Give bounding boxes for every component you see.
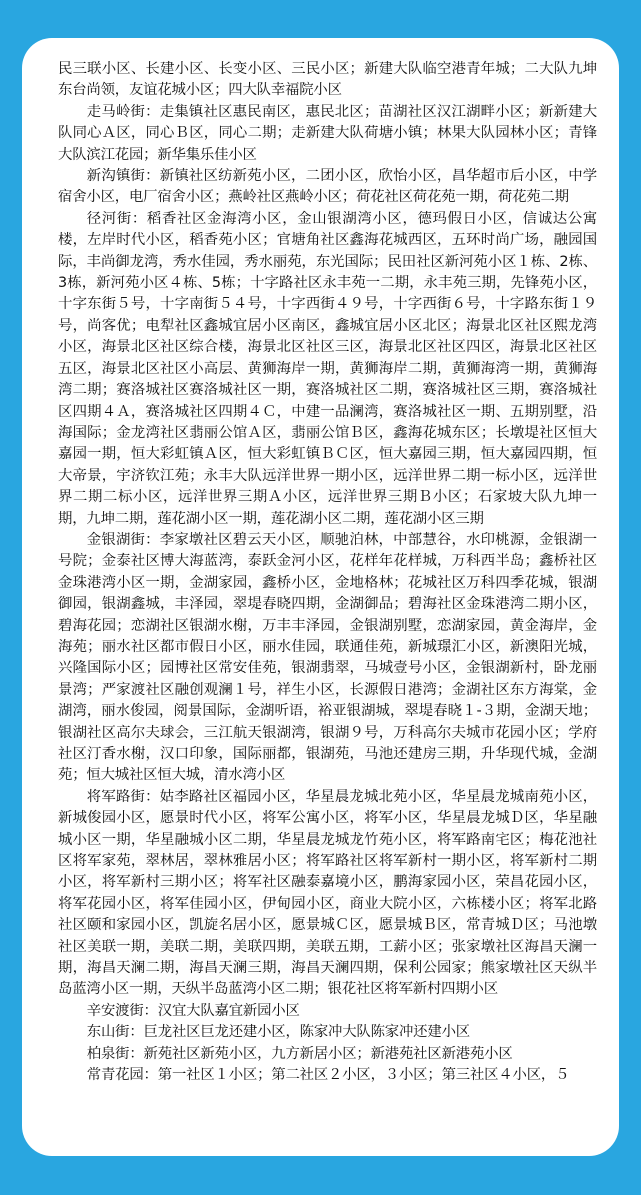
paragraph-jinghe-street: 径河街：稻香社区金海湾小区，金山银湖湾小区，德玛假日小区，信诚达公寓楼，左岸时代小区，稻香苑小区；官塘角社区鑫海花城西区，五环时尚广场，融园国际，丰尚御龙湾，秀水佳园，秀水丽苑，东光国际；民田社区新河苑小区１栋、2栋、3栋，新河苑小区４栋、5栋；十字路社区永丰苑一二期，永丰苑三期，先锋苑小区，十字东街５号，十字南街５４号，十字西街４９号，十字西街６号，十字路东街１９号，尚客优；电犁社区鑫城宜居小区南区，鑫城宜居小区北区；海景北区社区熙龙湾小区，海景北区社区综合楼，海景北区社区三区，海景北区社区四区，海景北区社区五区，海景北区社区小高层、黄狮海岸一期，黄狮海岸二期，黄狮海湾一期，黄狮海湾二期；赛洛城社区赛洛城社区一期，赛洛城社区二期，赛洛城社区三期，赛洛城社区四期４Ａ，赛洛城社区四期４Ｃ，中建一品澜湾，赛洛城社区一期、五期别墅，沿海国际；金龙湾社区翡丽公馆Ａ区，翡丽公馆Ｂ区，鑫海花城东区；长墩堤社区恒大嘉园一期，恒大彩虹镇Ａ区，恒大彩虹镇ＢＣ区，恒大嘉园三期，恒大嘉园四期，恒大帝景，宇济钦江苑；永丰大队远洋世界一期小区，远洋世界二期一标小区，远洋世界二期二标小区，远洋世界三期Ａ小区，远洋世界三期Ｂ小区；石家坡大队九坤一期，九坤二期，莲花湖小区一期，莲花湖小区二期，莲花湖小区三期 xyxy=(58,210,597,527)
paragraph-xingou-town-street: 新沟镇街：新镇社区纺新苑小区，二团小区，欣怡小区，昌华超市后小区，中学宿舍小区，电厂宿舍小区；燕岭社区燕岭小区；荷花社区荷花苑一期，荷花苑二期 xyxy=(58,168,597,206)
content-card xyxy=(22,38,619,1156)
paragraph-jinyinhu-street: 金银湖街：李家墩社区碧云天小区，顺驰泊林，中部慧谷，水印桃源，金银湖一号院；金泰社区博大海蓝湾，泰跃金河小区，花样年花样城，万科西半岛；鑫桥社区金珠港湾小区一期，金湖家园，鑫桥小区，金地格林；花城社区万科四季花城，银湖御园，银湖鑫城，丰泽园，翠堤春晓四期，金湖御品；碧海社区金珠港湾二期小区，碧海花园；恋湖社区银湖水榭，万丰丰泽园，金银湖别墅，恋湖家园，黄金海岸，金海苑；丽水社区都市假日小区，丽水佳园，联通佳苑，新城璟汇小区，新澳阳光城，兴隆国际小区；园博社区常安佳苑，银湖翡翠，马城壹号小区，金银湖新村，卧龙丽景湾；严家渡社区融创观澜１号，祥生小区，长源假日港湾；金湖社区东方海棠，金湖湾，丽水俊园，阅景国际，金湖听语，裕亚银湖城，翠堤春晓１-３期，金湖天地；银湖社区高尔夫球会，三江航天银湖湾，银湖９号，万科高尔夫城市花园小区；学府社区汀香水榭，汉口印象，国际丽都，银湖苑，马池还建房三期，升华现代城，金湖苑；恒大城社区恒大城，清水湾小区 xyxy=(58,531,597,784)
paragraph-continuation: 民三联小区、长建小区、长变小区、三民小区；新建大队临空港青年城；二大队九坤东台尚领，友谊花城小区；四大队幸福院小区 xyxy=(58,61,597,99)
paragraph-xinandu-street: 辛安渡街：汉宜大队嘉宜新园小区 xyxy=(86,1002,300,1019)
paragraph-jiangjunlu-street: 将军路街：姑李路社区福园小区，华星晨龙城北苑小区，华星晨龙城南苑小区，新城俊园小区，愿景时代小区，将军公寓小区，将军小区，华星晨龙城Ｄ区，华星融城小区一期，华星融城小区二期，华星晨龙城龙竹苑小区，将军路南宅区；梅花池社区将军家苑，翠林居，翠林雅居小区；将军路社区将军新村一期小区，将军新村二期小区，将军新村三期小区；将军社区融泰嘉境小区，鹏海家园小区，荣昌花园小区，将军花园小区，将军佳园小区，伊甸园小区，商业大院小区，六栋楼小区；将军北路社区颐和家园小区，凯旋名居小区，愿景城Ｃ区，愿景城Ｂ区，常青城Ｄ区；马池墩社区美联一期，美联二期，美联四期，美联五期，工薪小区；张家墩社区海昌天澜一期，海昌天澜二期，海昌天澜三期，海昌天澜四期，保利公园家；熊家墩社区天纵半岛蓝湾小区一期，天纵半岛蓝湾小区二期；银花社区将军新村四期小区 xyxy=(58,788,597,998)
paragraph-dongshan-street: 东山街：巨龙社区巨龙还建小区，陈家冲大队陈家冲还建小区 xyxy=(86,1024,470,1041)
paragraph-baiquan-street: 柏泉街：新苑社区新苑小区，九方新居小区；新港苑社区新港苑小区 xyxy=(86,1045,513,1062)
paragraph-zoumaling-street: 走马岭街：走集镇社区惠民南区，惠民北区；苗湖社区汉江湖畔小区；新新建大队同心Ａ区，同心Ｂ区，同心二期；走新建大队荷塘小镇；林果大队园林小区；青锋大队滨江花园；新华集乐佳小区 xyxy=(58,103,597,163)
paragraph-changqing-garden: 常青花园：第一社区１小区；第二社区２小区，３小区；第三社区４小区，５ xyxy=(86,1067,570,1084)
